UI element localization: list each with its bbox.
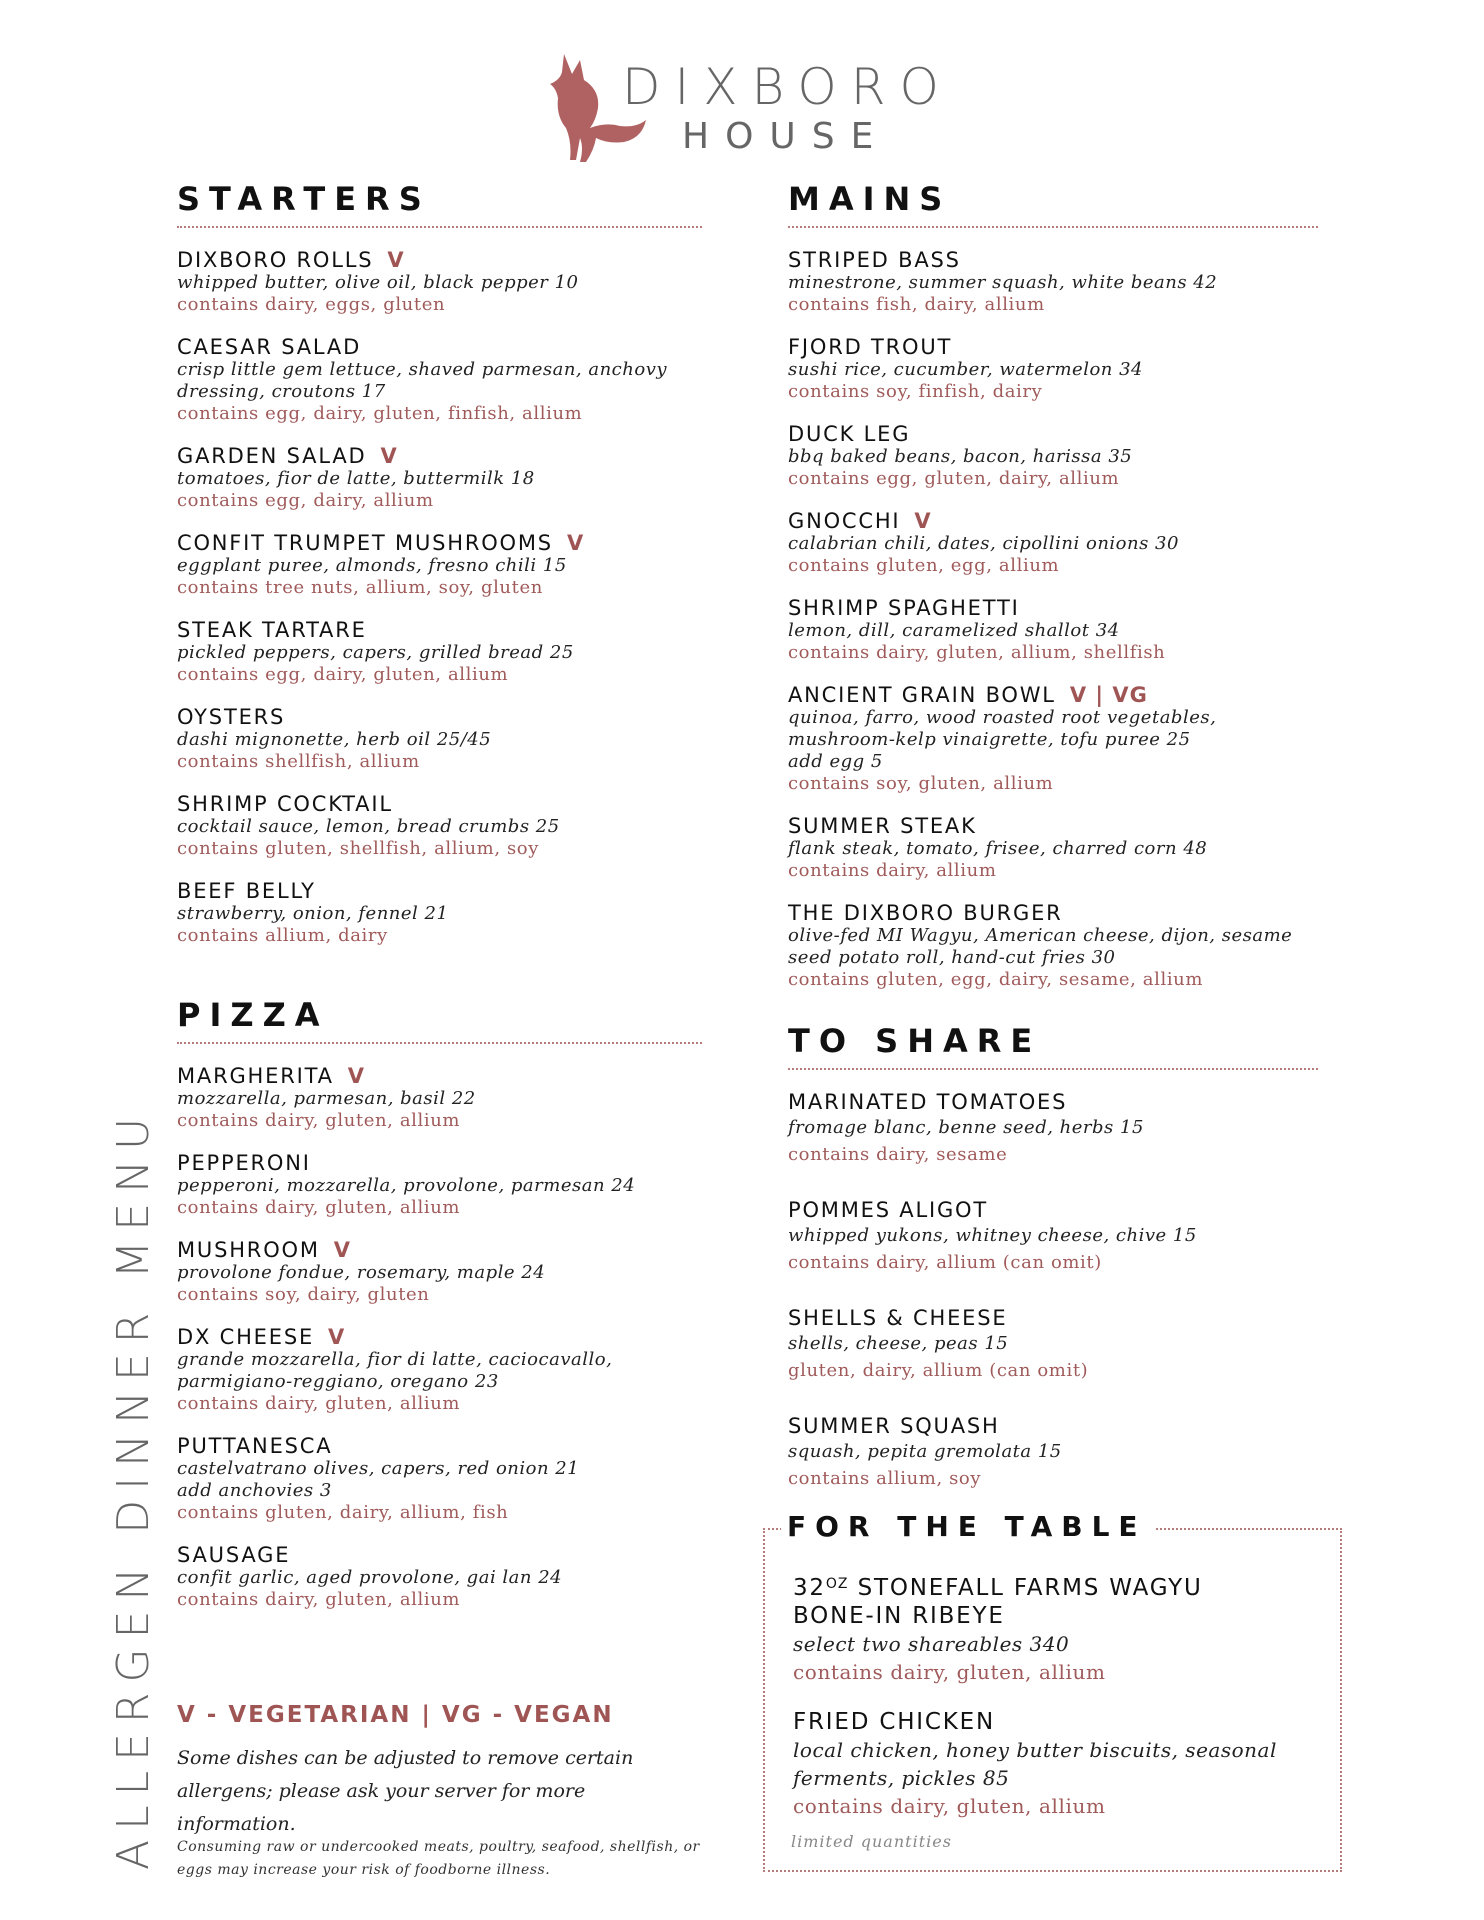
item-name-row [788,1090,1318,1114]
menu-item [177,1434,702,1524]
item-name: BEEF BELLY [177,879,316,903]
item-description: crisp little gem lettuce, shaved parmesan, anchovy dressing, croutons 17 [177,359,668,402]
menu-item [788,1414,1318,1492]
item-description: bbq baked beans, bacon, harissa 35 [788,446,1133,467]
item-name: GNOCCHI [788,509,901,533]
item-allergens: contains dairy, gluten, allium [793,1660,1106,1684]
item-allergens: contains fish, dairy, allium [788,294,1045,315]
menu-item [788,1198,1318,1276]
item-name: SHRIMP COCKTAIL [177,792,393,816]
logo-wordmark-top: DIXBORO [622,58,953,116]
menu-item [177,531,702,599]
item-name: STEAK TARTARE [177,618,367,642]
item-name-row [788,1198,1318,1222]
item-name: SHRIMP SPAGHETTI [788,596,1020,620]
item-description: pepperoni, mozzarella, provolone, parmesan 24 [177,1175,636,1196]
item-name: FRIED CHICKEN [793,1709,995,1735]
item-description: grande mozzarella, fior di latte, caciocavallo, parmigiano-reggiano, oregano 23 [177,1349,613,1392]
item-name-row [177,1064,702,1088]
right-column [788,180,1318,1522]
item-name: CONFIT TRUMPET MUSHROOMS [177,531,553,555]
item-description: confit garlic, aged provolone, gai lan 24 [177,1567,563,1588]
menu-item [177,618,702,686]
menu-item [788,422,1318,490]
item-name-text: STONEFALL FARMS WAGYU [848,1575,1203,1601]
diet-tag: V [566,531,585,555]
item-description: mozzarella, parmesan, basil 22 [177,1088,476,1109]
side-menu-title: ALLERGEN DINNER MENU [108,1107,159,1870]
item-allergens: contains dairy, gluten, allium [793,1794,1106,1818]
item-name-row [177,1325,702,1349]
item-allergens: contains egg, dairy, allium [177,490,434,511]
diet-tag: V [914,509,932,533]
menu-item [177,335,702,425]
menu-item [788,509,1318,577]
item-name-row [788,422,1318,446]
item-name: DIXBORO ROLLS [177,248,374,272]
item-name: FJORD TROUT [788,335,953,359]
item-name-row [788,596,1318,620]
item-name-row [788,814,1318,838]
menu-item [177,1064,702,1132]
item-description: squash, pepita gremolata 15 [788,1441,1062,1462]
item-name [793,1574,1323,1602]
item-allergens: contains gluten, egg, allium [788,555,1060,576]
item-allergens: contains gluten, egg, dairy, sesame, allium [788,969,1204,990]
item-allergens: contains gluten, shellfish, allium, soy [177,838,540,859]
menu-item [177,1325,702,1415]
item-description: cocktail sauce, lemon, bread crumbs 25 [177,816,560,837]
mains-title: MAINS [788,180,952,218]
item-name-row [788,1306,1318,1330]
item-name: DUCK LEG [788,422,911,446]
menu-item [788,248,1318,316]
item-name: OYSTERS [177,705,286,729]
item-allergens: contains shellfish, allium [177,751,420,772]
item-name-row [788,683,1318,707]
item-name-size: 32 [793,1575,826,1601]
diet-tag: V [347,1064,366,1088]
item-name-row [177,531,702,555]
diet-tag: V [380,444,398,468]
menu-item [177,792,702,860]
item-description: whipped butter, olive oil, black pepper 10 [177,272,579,293]
item-name: ANCIENT GRAIN BOWL [788,683,1056,707]
menu-item [788,335,1318,403]
menu-item [788,1090,1318,1168]
menu-item [177,1238,702,1306]
item-name-row [177,1543,702,1567]
item-name-row [177,1238,702,1262]
diet-tag: V [333,1238,352,1262]
item-name: SUMMER SQUASH [788,1414,1000,1438]
menu-item [177,444,702,512]
item-allergens: contains dairy, gluten, allium [177,1589,461,1610]
item-name: PUTTANESCA [177,1434,333,1458]
share-title: TO SHARE [788,1022,1042,1060]
item-name: SAUSAGE [177,1543,291,1567]
for-the-table-box [763,1510,1342,1872]
item-allergens: contains dairy, sesame [788,1144,1008,1165]
item-description: minestrone, summer squash, white beans 42 [788,272,1218,293]
item-allergens: contains gluten, dairy, allium, fish [177,1502,509,1523]
mains-list [788,248,1318,991]
menu-item [177,705,702,773]
item-allergens: contains dairy, gluten, allium [177,1110,461,1131]
menu-item [793,1574,1323,1686]
item-description: quinoa, farro, wood roasted root vegetables, mushroom-kelp vinaigrette, tofu puree 25 [788,707,1217,750]
item-name-row [177,444,702,468]
item-description: provolone fondue, rosemary, maple 24 [177,1262,546,1283]
item-name: MUSHROOM [177,1238,320,1262]
item-name-row [177,618,702,642]
item-name-row [788,335,1318,359]
item-name-row [788,248,1318,272]
item-name: SHELLS & CHEESE [788,1306,1008,1330]
item-allergens: contains dairy, gluten, allium, shellfish [788,642,1166,663]
diet-tag: V [387,248,405,272]
item-name: THE DIXBORO BURGER [788,901,1063,925]
pizza-title: PIZZA [177,996,329,1034]
item-allergens: contains soy, gluten, allium [788,773,1054,794]
menu-item [788,901,1318,991]
item-name: CAESAR SALAD [177,335,362,359]
item-allergens: contains egg, dairy, gluten, allium [177,664,509,685]
limited-quantities-note: limited quantities [791,1832,952,1851]
item-description: flank steak, tomato, frisee, charred corn 48 [788,838,1208,859]
item-allergens: contains soy, dairy, gluten [177,1284,430,1305]
left-column [177,180,702,1630]
item-name-row [177,1434,702,1458]
item-allergens: contains dairy, allium (can omit) [788,1252,1102,1273]
item-name: PEPPERONI [177,1151,311,1175]
item-description: eggplant puree, almonds, fresno chili 15 [177,555,567,576]
menu-item [788,596,1318,664]
diet-tag: V | VG [1069,683,1148,707]
item-name-row [177,792,702,816]
item-allergens: contains allium, dairy [177,925,388,946]
item-allergens: gluten, dairy, allium (can omit) [788,1360,1089,1381]
item-description: castelvatrano olives, capers, red onion 21 [177,1458,580,1479]
share-list [788,1090,1318,1492]
menu-item [788,1306,1318,1384]
item-allergens: contains tree nuts, allium, soy, gluten [177,577,543,598]
menu-item [177,248,702,316]
item-description: pickled peppers, capers, grilled bread 25 [177,642,574,663]
starters-title: STARTERS [177,180,431,218]
item-description: select two shareables 340 [793,1632,1070,1656]
item-addon: add egg 5 [788,751,883,772]
pizza-divider [177,1042,702,1044]
item-allergens: contains dairy, gluten, allium [177,1197,461,1218]
item-description: olive-fed MI Wagyu, American cheese, dijon, sesame seed potato roll, hand-cut fries 30 [788,925,1293,968]
diet-legend: V - VEGETARIAN | VG - VEGAN [177,1702,614,1728]
foodborne-warning: Consuming raw or undercooked meats, poultry, seafood, shellfish, or eggs may increase your risk of foodborne illness. [177,1839,700,1878]
diet-tag: V [328,1325,346,1349]
starters-divider [177,226,702,228]
item-allergens: contains egg, gluten, dairy, allium [788,468,1120,489]
item-name: DX CHEESE [177,1325,315,1349]
item-name: MARINATED TOMATOES [788,1090,1068,1114]
item-description: shells, cheese, peas 15 [788,1333,1009,1354]
item-name-row [788,901,1318,925]
item-name: POMMES ALIGOT [788,1198,988,1222]
menu-item [788,683,1318,795]
table-title: FOR THE TABLE [781,1510,1155,1543]
item-allergens: contains dairy, gluten, allium [177,1393,461,1414]
item-allergens: contains soy, finfish, dairy [788,381,1043,402]
item-name-row [177,1151,702,1175]
item-name-row [177,879,702,903]
logo [550,50,953,170]
menu-item [177,879,702,947]
item-allergens: contains allium, soy [788,1468,982,1489]
menu-item [793,1708,1323,1820]
item-description: local chicken, honey butter biscuits, seasonal ferments, pickles 85 [793,1738,1277,1790]
item-name-row [177,248,702,272]
item-description: whipped yukons, whitney cheese, chive 15 [788,1225,1197,1246]
item-allergens: contains dairy, eggs, gluten [177,294,446,315]
share-divider [788,1068,1318,1070]
starters-list [177,248,702,947]
item-name: SUMMER STEAK [788,814,977,838]
item-name: STRIPED BASS [788,248,961,272]
item-name-row [788,1414,1318,1438]
item-description: strawberry, onion, fennel 21 [177,903,449,924]
item-name-row [788,509,1318,533]
pizza-list [177,1064,702,1611]
allergen-note: Some dishes can be adjusted to remove certain allergens; please ask your server for more information. [177,1747,634,1835]
item-description: tomatoes, fior de latte, buttermilk 18 [177,468,535,489]
table-list [793,1574,1323,1842]
item-description: dashi mignonette, herb oil 25/45 [177,729,492,750]
item-name-unit: OZ [825,1576,849,1592]
logo-wordmark-bottom: HOUSE [682,116,890,157]
item-description: sushi rice, cucumber, watermelon 34 [788,359,1143,380]
item-allergens: contains dairy, allium [788,860,997,881]
item-name-row [177,705,702,729]
item-allergens: contains egg, dairy, gluten, finfish, allium [177,403,583,424]
item-addon: add anchovies 3 [177,1480,332,1501]
item-description: fromage blanc, benne seed, herbs 15 [788,1117,1144,1138]
menu-item [177,1151,702,1219]
mains-divider [788,226,1318,228]
item-name-line2: BONE-IN RIBEYE [793,1603,1005,1629]
item-name-row [177,335,702,359]
menu-item [177,1543,702,1611]
item-description: lemon, dill, caramelized shallot 34 [788,620,1120,641]
item-name: MARGHERITA [177,1064,334,1088]
item-description: calabrian chili, dates, cipollini onions 30 [788,533,1179,554]
item-name: GARDEN SALAD [177,444,367,468]
menu-item [788,814,1318,882]
